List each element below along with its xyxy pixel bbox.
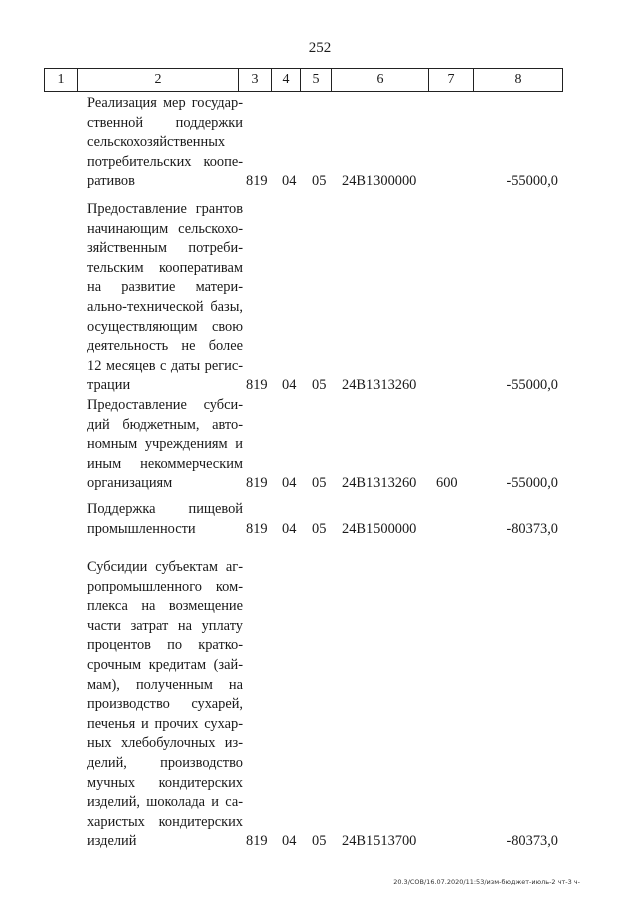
row-description	[87, 558, 243, 852]
amount-value: -55000,0	[506, 173, 558, 190]
row-description	[87, 396, 243, 494]
podrazdel-code: 05	[312, 377, 327, 394]
description-line: мам), полученным на	[87, 676, 243, 693]
description-line: делий, производство	[87, 754, 243, 771]
vedomstvo-code: 819	[246, 173, 268, 190]
podrazdel-code: 05	[312, 173, 327, 190]
header-cell-7: 7	[429, 69, 474, 91]
description-line: харистых кондитерских	[87, 813, 243, 830]
page-number: 252	[308, 40, 332, 56]
description-line: процентов по кратко-	[87, 637, 243, 654]
target-article-code: 24В1313260	[342, 475, 417, 492]
description-line: плекса на возмещение	[87, 598, 243, 615]
vedomstvo-code: 819	[246, 377, 268, 394]
podrazdel-code: 05	[312, 520, 327, 537]
description-line: мучных кондитерских	[87, 774, 243, 791]
description-line: ально-технической базы,	[87, 298, 243, 315]
podrazdel-code: 05	[312, 475, 327, 492]
amount-value: -55000,0	[506, 377, 558, 394]
description-line: деятельность не более	[87, 338, 243, 355]
header-cell-1: 1	[45, 69, 78, 91]
header-cell-5: 5	[301, 69, 332, 91]
description-line: Реализация мер государ-	[87, 95, 243, 111]
vedomstvo-code: 819	[246, 475, 268, 492]
description-line: ропромышленного ком-	[87, 578, 243, 595]
target-article-code: 24В1313260	[342, 377, 417, 394]
description-line: тельским кооперативам	[87, 259, 243, 276]
description-line: 12 месяцев с даты регис-	[87, 357, 243, 374]
header-cell-6: 6	[332, 69, 429, 91]
description-line: Предоставление грантов	[87, 201, 243, 217]
header-cell-2: 2	[78, 69, 239, 91]
description-line: организациям	[87, 475, 173, 492]
description-line: зяйственным потреби-	[87, 240, 243, 257]
description-line: Субсидии субъектам аг-	[87, 559, 243, 575]
description-line: номным учреждениям и	[87, 436, 243, 453]
description-line: на развитие матери-	[87, 279, 243, 296]
razdel-code: 04	[282, 833, 297, 850]
description-line: потребительских коопе-	[87, 153, 243, 170]
table-header	[44, 68, 563, 92]
vedomstvo-code: 819	[246, 520, 268, 537]
row-description	[87, 94, 243, 192]
razdel-code: 04	[282, 520, 297, 537]
description-line: производство сухарей,	[87, 696, 243, 713]
header-cell-3: 3	[239, 69, 272, 91]
description-line: изделий	[87, 833, 137, 850]
description-line: ративов	[87, 173, 135, 190]
description-line: Предоставление субси-	[87, 397, 243, 413]
expense-type-code: 600	[436, 475, 458, 492]
header-cell-4: 4	[272, 69, 301, 91]
description-line: иным некоммерческим	[87, 455, 243, 472]
description-line: осуществляющим свою	[87, 318, 243, 335]
description-line: изделий, шоколада и са-	[87, 794, 243, 811]
target-article-code: 24В1500000	[342, 520, 417, 537]
description-line: промышленности	[87, 520, 196, 537]
footer-stamp: 20.3/СОВ/16.07.2020/11:53/изм-бюджет-июль-2 чт-3 ч-	[393, 878, 580, 886]
razdel-code: 04	[282, 377, 297, 394]
amount-value: -80373,0	[506, 833, 558, 850]
description-line: печенья и прочих сухар-	[87, 715, 243, 732]
podrazdel-code: 05	[312, 833, 327, 850]
amount-value: -55000,0	[506, 475, 558, 492]
row-description	[87, 500, 243, 539]
description-line: ственной поддержки	[87, 114, 243, 131]
description-line: части затрат на уплату	[87, 617, 243, 634]
description-line: сельскохозяйственных	[87, 134, 226, 151]
header-cell-8: 8	[514, 72, 522, 87]
amount-value: -80373,0	[506, 520, 558, 537]
description-line: трации	[87, 377, 131, 394]
description-line: дий бюджетным, авто-	[87, 416, 243, 433]
row-description	[87, 200, 243, 396]
vedomstvo-code: 819	[246, 833, 268, 850]
razdel-code: 04	[282, 173, 297, 190]
description-line: ных хлебобулочных из-	[87, 735, 243, 752]
razdel-code: 04	[282, 475, 297, 492]
description-line: начинающим сельскохо-	[87, 220, 243, 237]
description-line: срочным кредитам (зай-	[87, 656, 243, 673]
target-article-code: 24В1300000	[342, 173, 417, 190]
description-line: Поддержка пищевой	[87, 501, 243, 517]
target-article-code: 24В1513700	[342, 833, 417, 850]
